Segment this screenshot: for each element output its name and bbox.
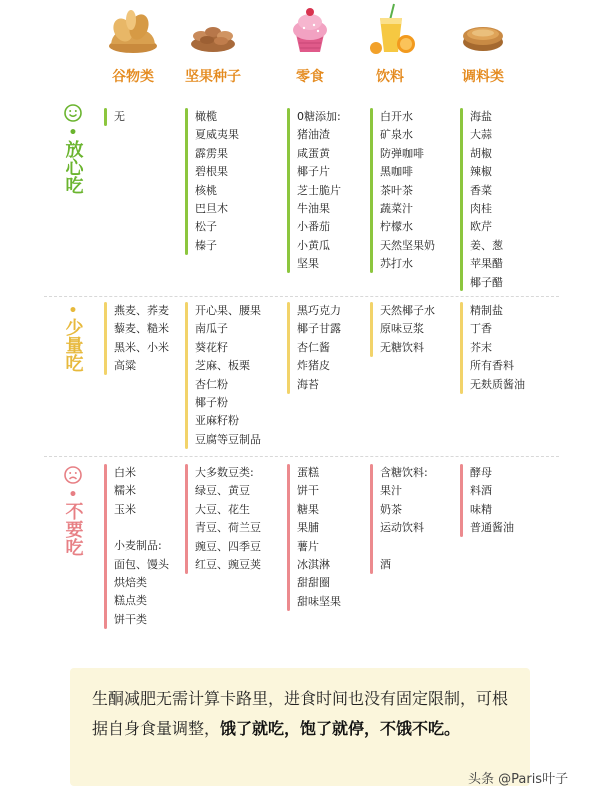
food-item: 胡椒 — [470, 146, 492, 160]
food-item: 葵花籽 — [195, 340, 228, 354]
sad-face-icon — [64, 466, 82, 484]
food-item: 白开水 — [380, 110, 413, 123]
food-item: 核桃 — [195, 183, 217, 197]
category-label: 饮料 — [376, 69, 404, 85]
food-item: 夏威夷果 — [195, 128, 239, 142]
food-item: 藜麦、糙米 — [114, 322, 169, 336]
food-item: 普通酱油 — [470, 521, 514, 535]
food-item: 蛋糕 — [297, 466, 319, 479]
food-item: 糖果 — [297, 502, 319, 516]
food-item: 大蒜 — [470, 128, 492, 142]
section-label-text: 少量吃 — [62, 318, 84, 372]
food-item: 果汁 — [380, 484, 402, 498]
food-item: 燕麦、荞麦 — [114, 304, 169, 317]
food-item: 无 — [114, 110, 125, 123]
category-grain — [93, 0, 173, 85]
food-item: 薯片 — [297, 539, 319, 553]
note-bold-text: 饿了就吃，饱了就停，不饿不吃。 — [220, 719, 461, 738]
food-item: 开心果、腰果 — [195, 304, 261, 317]
food-item: 海盐 — [470, 110, 492, 123]
food-item: 坚果 — [297, 257, 319, 271]
food-item: 椰子片 — [297, 165, 330, 179]
section-label-text: 不要吃 — [62, 502, 84, 556]
food-item: 小黄瓜 — [297, 238, 330, 252]
food-item: 咸蛋黄 — [297, 146, 330, 160]
orange-juice-icon — [360, 0, 420, 56]
food-item: 含糖饮料: — [380, 466, 428, 479]
nuts-bowl-icon — [183, 0, 243, 56]
food-item: 青豆、荷兰豆 — [195, 521, 261, 535]
watermark: 头条 @Paris叶子 — [468, 772, 569, 787]
food-item: 芝麻、板栗 — [195, 359, 250, 373]
summary-note — [70, 668, 530, 786]
category-snack — [270, 0, 350, 85]
food-item: 玉米 — [114, 502, 136, 516]
section-eat-freely — [0, 100, 600, 290]
section-eat-less — [0, 300, 600, 455]
category-nuts — [173, 0, 253, 85]
food-item: 杏仁酱 — [297, 340, 330, 354]
category-label: 零食 — [296, 69, 324, 85]
food-item: 霹雳果 — [195, 146, 228, 160]
food-item: 所有香料 — [470, 359, 514, 373]
food-item: 姜、葱 — [470, 238, 503, 252]
food-item: 椰子醋 — [470, 275, 503, 289]
category-label: 调料类 — [462, 69, 504, 85]
food-item: 白米 — [114, 466, 136, 479]
food-item: 榛子 — [195, 238, 217, 252]
food-item: 冰淇淋 — [297, 558, 330, 572]
food-item: 辣椒 — [470, 165, 492, 179]
food-item: 杏仁粉 — [195, 377, 228, 391]
food-item: 天然坚果奶 — [380, 238, 435, 252]
food-item: 糯米 — [114, 484, 136, 498]
note-normal-text: 生酮减肥无需计算卡路里，进食时间也没有固定限制，可根据自身食量调整， — [92, 689, 509, 738]
section-divider — [44, 456, 559, 457]
food-item: 牛油果 — [297, 202, 330, 216]
section-divider — [44, 296, 559, 297]
food-item: 炸猪皮 — [297, 359, 330, 373]
food-item: 无糖饮料 — [380, 340, 424, 354]
food-item: 绿豆、黄豆 — [195, 484, 250, 498]
smile-face-icon — [64, 104, 82, 122]
food-item: 原味豆浆 — [380, 322, 424, 336]
food-item: 椰子甘露 — [297, 322, 341, 336]
food-item: 丁香 — [470, 322, 492, 336]
food-item: 芥末 — [470, 340, 492, 354]
food-item: 高粱 — [114, 359, 136, 373]
food-item: 0糖添加: — [297, 110, 341, 123]
food-item: 运动饮料 — [380, 521, 424, 535]
food-item: 豌豆、四季豆 — [195, 539, 261, 553]
food-item: 甜味坚果 — [297, 594, 341, 608]
bread-basket-icon — [103, 0, 163, 56]
food-item: 小麦制品: — [114, 539, 162, 553]
food-item: 香菜 — [470, 183, 492, 197]
food-item: 蔬菜汁 — [380, 202, 413, 216]
section-label-text: 放心吃 — [62, 140, 84, 194]
food-item: 奶茶 — [380, 502, 402, 516]
food-item: 果脯 — [297, 521, 319, 535]
section-label: • 不要吃 — [56, 466, 90, 556]
food-item: 防弹咖啡 — [380, 146, 424, 160]
spice-bowl-icon — [453, 0, 513, 56]
food-item: 苹果醋 — [470, 257, 503, 271]
food-item: 面包、馒头 — [114, 557, 169, 571]
food-item: 猪油渣 — [297, 128, 330, 142]
food-item: 酒 — [380, 557, 391, 571]
food-item: 料酒 — [470, 484, 492, 498]
food-item: 无麸质酱油 — [470, 377, 525, 391]
food-item: 红豆、豌豆荚 — [195, 558, 261, 572]
food-item: 茶叶茶 — [380, 183, 413, 197]
food-item: 亚麻籽粉 — [195, 414, 239, 428]
food-item: 饼干类 — [114, 612, 147, 626]
food-item: 柠檬水 — [380, 220, 413, 234]
cupcake-icon — [280, 0, 340, 56]
food-item: 大豆、花生 — [195, 502, 250, 516]
food-item: 海苔 — [297, 377, 319, 391]
food-item: 矿泉水 — [380, 128, 413, 142]
food-item: 椰子粉 — [195, 396, 228, 410]
food-item: 巴旦木 — [195, 202, 228, 216]
food-item: 天然椰子水 — [380, 304, 435, 317]
food-item: 黑咖啡 — [380, 165, 413, 179]
food-item: 味精 — [470, 502, 492, 516]
food-item: 糕点类 — [114, 594, 147, 608]
note-text — [92, 684, 516, 744]
food-item: 肉桂 — [470, 202, 492, 216]
food-item: 大多数豆类: — [195, 466, 254, 479]
food-item: 小番茄 — [297, 220, 330, 234]
food-item: 苏打水 — [380, 257, 413, 271]
food-item: 精制盐 — [470, 304, 503, 317]
food-item: 芝士脆片 — [297, 183, 341, 197]
category-header — [0, 0, 600, 100]
food-item: 甜甜圈 — [297, 576, 330, 590]
food-item: 饼干 — [297, 484, 319, 498]
category-label: 坚果种子 — [185, 69, 241, 85]
food-item: 南瓜子 — [195, 322, 228, 336]
food-item: 黑米、小米 — [114, 340, 169, 354]
food-item: 欧芹 — [470, 220, 492, 234]
category-label: 谷物类 — [112, 69, 154, 85]
section-do-not-eat — [0, 462, 600, 642]
category-season — [443, 0, 523, 85]
food-item: 橄榄 — [195, 110, 217, 123]
category-drink — [350, 0, 430, 85]
food-item: 烘焙类 — [114, 576, 147, 590]
food-item: 黑巧克力 — [297, 304, 341, 317]
food-item: 松子 — [195, 220, 217, 234]
section-label: • 放心吃 — [56, 104, 90, 194]
section-label: • 少量吃 — [62, 303, 84, 372]
food-item: 碧根果 — [195, 165, 228, 179]
food-item: 酵母 — [470, 466, 492, 479]
food-item: 豆腐等豆制品 — [195, 432, 261, 446]
